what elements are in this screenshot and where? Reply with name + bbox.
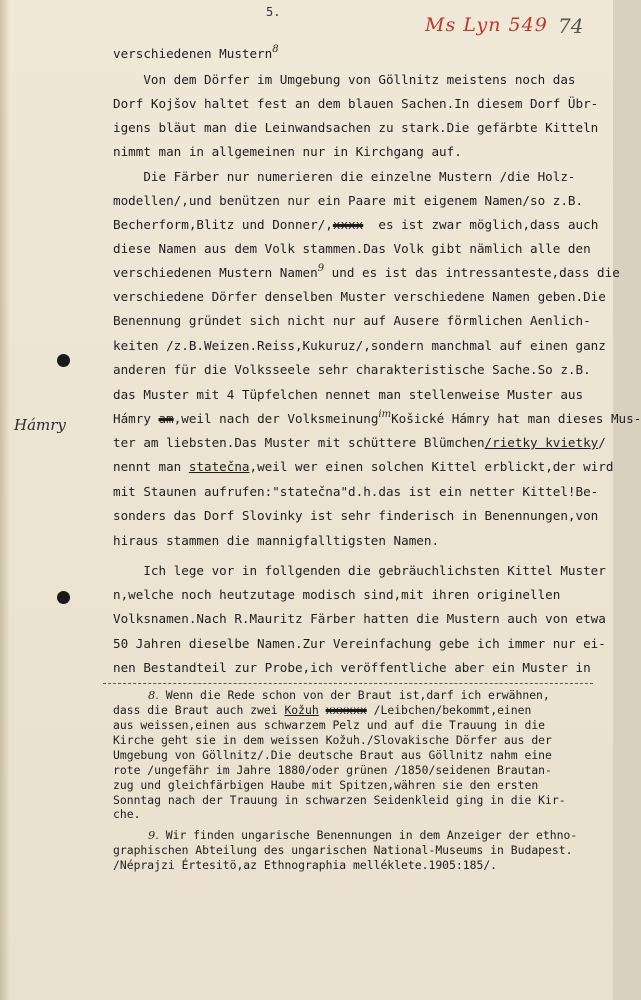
footnote-number: 8. xyxy=(148,688,159,702)
footnote-ref: 8 xyxy=(272,44,279,55)
footnote-line: Kirche geht sie in dem weissen Kožuh./Slovakische Dörfer aus der xyxy=(113,733,552,747)
text-line: modellen/,und benützen nur ein Paare mit eigenem Namen/so z.B. xyxy=(113,193,584,208)
text-line: verschiedene Dörfer denselben Muster verschiedene Namen geben.Die xyxy=(113,289,606,304)
footnote-line: graphischen Abteilung des ungarischen National-Museums in Budapest. xyxy=(113,843,573,857)
text-line: Ich lege vor in follgenden die gebräuchlichsten Kittel Muster xyxy=(113,563,606,578)
punch-hole-bottom xyxy=(57,591,70,604)
folio-number: 74 xyxy=(558,14,584,38)
footnote-line: Umgebung von Göllnitz/.Die deutsche Braut aus Göllnitz nahm eine xyxy=(113,748,552,762)
text-line: Volksnamen.Nach R.Mauritz Färber hatten die Mustern auch von etwa xyxy=(113,611,606,626)
underlined-term: statečna xyxy=(188,459,250,474)
footnote-line: aus weissen,einen aus schwarzem Pelz und auf die Trauung in die xyxy=(113,718,546,732)
footnote-separator xyxy=(103,683,593,684)
footnote-line: 8. Wenn die Rede schon von der Braut ist,darf ich erwähnen, xyxy=(148,688,550,702)
page-number: 5. xyxy=(266,5,281,19)
footnote-line: Sonntag nach der Trauung in schwarzen Seidenkleid ging in die Kir- xyxy=(113,793,566,807)
underlined-term: Kožuh xyxy=(284,703,319,717)
footnote-line: /Néprajzi Értesitö,az Ethnographia melléklete.1905:185/. xyxy=(113,858,498,872)
struck-text: xxxxxx xyxy=(325,703,367,717)
text-line: sonders das Dorf Slovinky ist sehr finderisch in Benennungen,von xyxy=(113,508,599,523)
footnote-line: rote /ungefähr im Jahre 1880/oder grünen /1850/seidenen Brautan- xyxy=(113,763,552,777)
text-line: ter am liebsten.Das Muster mit schüttere Blümchen/rietky kvietky/ xyxy=(113,435,606,450)
struck-text: am xyxy=(158,411,174,426)
footnote-line: che. xyxy=(113,807,141,821)
text-line: 50 Jahren dieselbe Namen.Zur Vereinfachung gebe ich immer nur ei- xyxy=(113,636,606,651)
text-line: igens bläut man die Leinwandsachen zu stark.Die gefärbte Kitteln xyxy=(113,120,599,135)
archive-shelfmark: Ms Lyn 549 xyxy=(425,14,548,36)
punch-hole-top xyxy=(57,354,70,367)
footnote-number: 9. xyxy=(148,828,159,842)
text-line: das Muster mit 4 Tüpfelchen nennet man stellenweise Muster aus xyxy=(113,387,584,402)
text-line: diese Namen aus dem Volk stammen.Das Volk gibt nämlich alle den xyxy=(113,241,591,256)
margin-annotation: Hámry xyxy=(14,416,66,434)
footnote-line: zug und gleichfärbigen Haube mit Spitzen,währen sie den ersten xyxy=(113,778,539,792)
underlined-term: /rietky kvietky xyxy=(484,435,599,450)
text-line: Die Färber nur numerieren die einzelne Mustern /die Holz- xyxy=(113,169,576,184)
text-line: keiten /z.B.Weizen.Reiss,Kukuruz/,sondern manchmal auf einen ganz xyxy=(113,338,606,353)
text-line: nimmt man in allgemeinen nur in Kirchgang auf. xyxy=(113,144,462,159)
text-line: mit Staunen aufrufen:"statečna"d.h.das ist ein netter Kittel!Be- xyxy=(113,484,599,499)
text-line: hiraus stammen die mannigfalltigsten Namen. xyxy=(113,533,440,548)
binding-shadow xyxy=(0,0,10,1000)
text-line: Von dem Dörfer im Umgebung von Göllnitz meistens noch das xyxy=(113,72,576,87)
text-line: nennt man statečna,weil wer einen solchen Kittel erblickt,der wird xyxy=(113,459,614,474)
footnote-line: dass die Braut auch zwei Kožuh xxxxxx /Leibchen/bekommt,einen xyxy=(113,703,532,717)
handwritten-insertion: im xyxy=(378,409,392,420)
text-line: Dorf Kojšov haltet fest an dem blauen Sachen.In diesem Dorf Übr- xyxy=(113,96,599,111)
text-line: n,welche noch heutzutage modisch sind,mit ihren originellen xyxy=(113,587,561,602)
footnote-ref: 9 xyxy=(317,263,325,274)
text-line: nen Bestandteil zur Probe,ich veröffentliche aber ein Muster in xyxy=(113,660,591,675)
text-line: anderen für die Volksseele sehr charakteristische Sache.So z.B. xyxy=(113,362,591,377)
text-line: verschiedenen Mustern$^8$ xyxy=(113,44,279,61)
footnote-line: 9. Wir finden ungarische Benennungen in dem Anzeiger der ethno- xyxy=(148,828,578,842)
struck-text: xxxx xyxy=(332,217,364,232)
text-line: verschiedenen Mustern Namen$^9$ und es ist das intressanteste,dass die xyxy=(113,263,620,280)
text-line: Hámry am,weil nach der Volksmeinung$^{im}$Košické Hámry hat man dieses Mus- xyxy=(113,409,641,426)
text-line: Benennung gründet sich nicht nur auf Ausere förmlichen Aenlich- xyxy=(113,313,591,328)
text-line: Becherform,Blitz und Donner/,xxxx es ist zwar möglich,dass auch xyxy=(113,217,599,232)
